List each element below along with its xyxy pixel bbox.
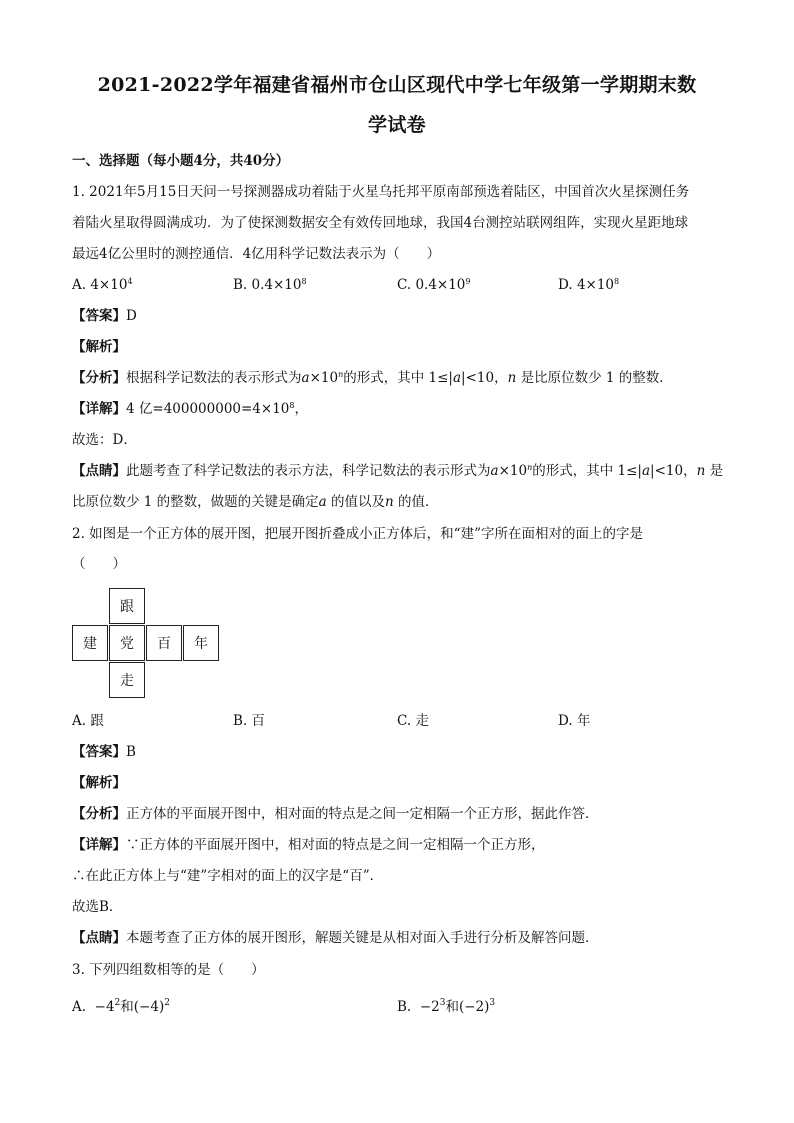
q2-choose: 故选B． (72, 899, 123, 915)
q2-answer: 【答案】B (72, 744, 136, 760)
q2-comment: 【点睛】本题考查了正方体的展开图形，解题关键是从相对面入手进行分析及解答问题． (72, 930, 599, 946)
q2-option-a: A. 跟 (72, 713, 104, 729)
net-cell-right1: 百 (146, 625, 182, 661)
net-cell-center: 党 (109, 625, 145, 661)
q1-option-c: C. $0.4\times 10^9$ (397, 277, 471, 293)
q1-comment-line1: 【点睛】此题考查了科学记数法的表示方法，科学记数法的表示形式为$a\times 10^n$的形式，其中 1≤|a|<10，n 是 (72, 463, 724, 479)
q3-option-b: B. $-2^3$和$(-2)^3$ (397, 998, 496, 1015)
q2-stem-line2: （ ） (72, 556, 126, 572)
section-heading: 一、选择题（每小题4分，共40分） (72, 153, 290, 169)
q2-option-c: C. 走 (397, 713, 429, 729)
q1-stem-line1: 1. 2021年5月15日天问一号探测器成功着陆于火星乌托邦平原南部预选着陆区，中国首次火星探测任务 (72, 184, 690, 200)
q1-fenxi: 【分析】根据科学记数法的表示形式为$a\times 10^n$的形式，其中 1≤|a|<10，n 是比原位数少 1 的整数． (72, 370, 673, 386)
q2-option-d: D. 年 (558, 713, 591, 729)
q1-stem-line2: 着陆火星取得圆满成功．为了使探测数据安全有效传回地球，我国4台测控站联网组阵，实现火星距地球 (72, 215, 689, 231)
q1-comment-line2: 比原位数少 1 的整数，做题的关键是确定a 的值以及n 的值． (72, 494, 439, 510)
q3-option-a: A. $-4^2$和$(-4)^2$ (72, 998, 170, 1015)
q2-option-b: B. 百 (233, 713, 266, 729)
net-cell-left: 建 (72, 625, 108, 661)
q1-option-d: D. $4\times 10^8$ (558, 277, 620, 293)
net-cell-bottom: 走 (109, 662, 145, 698)
net-cell-top: 跟 (109, 588, 145, 624)
paper-title-line2: 学试卷 (368, 114, 426, 136)
q1-choose: 故选：D． (72, 432, 137, 448)
q2-detail: 【详解】∵正方体的平面展开图中，相对面的特点是之间一定相隔一个正方形， (72, 837, 545, 853)
q2-fenxi: 【分析】正方体的平面展开图中，相对面的特点是之间一定相隔一个正方形，据此作答． (72, 806, 599, 822)
q1-detail: 【详解】4 亿$=400000000=4\times 10^8$， (72, 401, 308, 417)
q1-answer: 【答案】D (72, 308, 137, 324)
net-cell-right2: 年 (183, 625, 219, 661)
q1-option-b: B. $0.4\times 10^8$ (233, 277, 307, 293)
q1-option-a: A. $4\times 10^4$ (72, 277, 133, 293)
q2-therefore: ∴在此正方体上与“建”字相对的面上的汉字是“百”． (72, 868, 384, 884)
paper-title-line1: 2021-2022学年福建省福州市仓山区现代中学七年级第一学期期末数 (97, 74, 697, 96)
cube-net-figure (72, 588, 222, 700)
q2-analysis-heading: 【解析】 (72, 775, 126, 791)
q1-analysis-heading: 【解析】 (72, 339, 126, 355)
q3-stem: 3. 下列四组数相等的是（ ） (72, 962, 265, 978)
q1-stem-line3: 最远4亿公里时的测控通信．4亿用科学记数法表示为（ ） (72, 246, 441, 262)
q2-stem-line1: 2. 如图是一个正方体的展开图，把展开图折叠成小正方体后，和“建”字所在面相对的面上的字是 (72, 526, 643, 542)
